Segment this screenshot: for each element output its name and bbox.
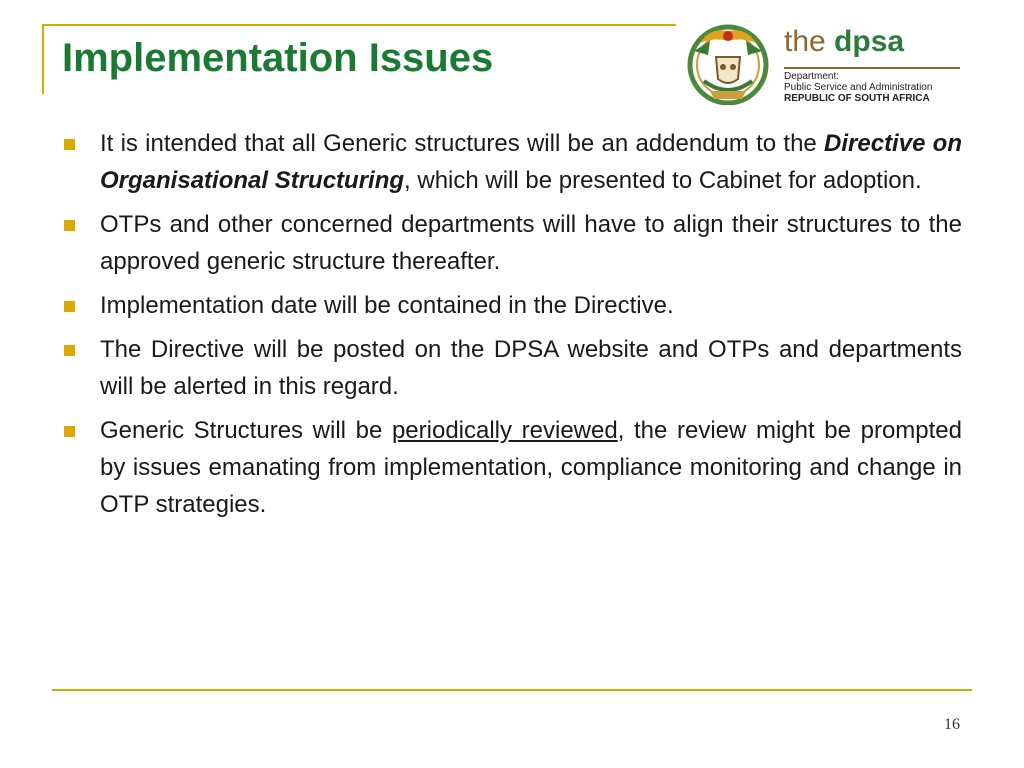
square-bullet-icon [64, 301, 75, 312]
bullet-text: OTPs and other concerned departments will have to align their structures to the approved generic structure thereafter. [100, 211, 962, 275]
bullet-text: , the review might be prompted by issues emanating from implementation, compliance monitoring and change in OTP strategies. [100, 417, 962, 518]
logo-department-name: Public Service and Administration [784, 82, 933, 93]
logo-department-label: Department: [784, 71, 840, 82]
bullet-text: It is intended that all Generic structures will be an addendum to the [100, 130, 825, 157]
bullet-text: Implementation date will be contained in the Directive. [100, 292, 674, 319]
left-frame-line [42, 24, 44, 94]
square-bullet-icon [64, 345, 75, 356]
square-bullet-icon [64, 139, 75, 150]
bullet-text: , which will be presented to Cabinet for adoption. [404, 167, 922, 194]
footer-divider [52, 689, 972, 691]
square-bullet-icon [64, 220, 75, 231]
bullet-list [62, 125, 962, 530]
coat-of-arms-icon [680, 21, 776, 105]
dpsa-wordmark: the dpsa [784, 25, 905, 58]
logo-divider [784, 67, 960, 69]
bullet-item [62, 412, 962, 523]
slide-title: Implementation Issues [62, 36, 494, 80]
underlined-phrase: periodically reviewed [391, 417, 618, 444]
page-number: 16 [944, 716, 960, 733]
bullet-text: Generic Structures will be [100, 417, 392, 444]
bullet-text: The Directive will be posted on the DPSA website and OTPs and departments will be alerted in this regard. [100, 336, 962, 400]
directive-title: Directive on Organisational Structuring [100, 130, 962, 194]
bullet-item [62, 331, 962, 405]
logo-country-name: REPUBLIC OF SOUTH AFRICA [784, 93, 930, 104]
bullet-item [62, 125, 962, 199]
square-bullet-icon [64, 426, 75, 437]
bullet-item [62, 206, 962, 280]
bullet-item [62, 287, 962, 324]
dpsa-logo [676, 18, 966, 108]
